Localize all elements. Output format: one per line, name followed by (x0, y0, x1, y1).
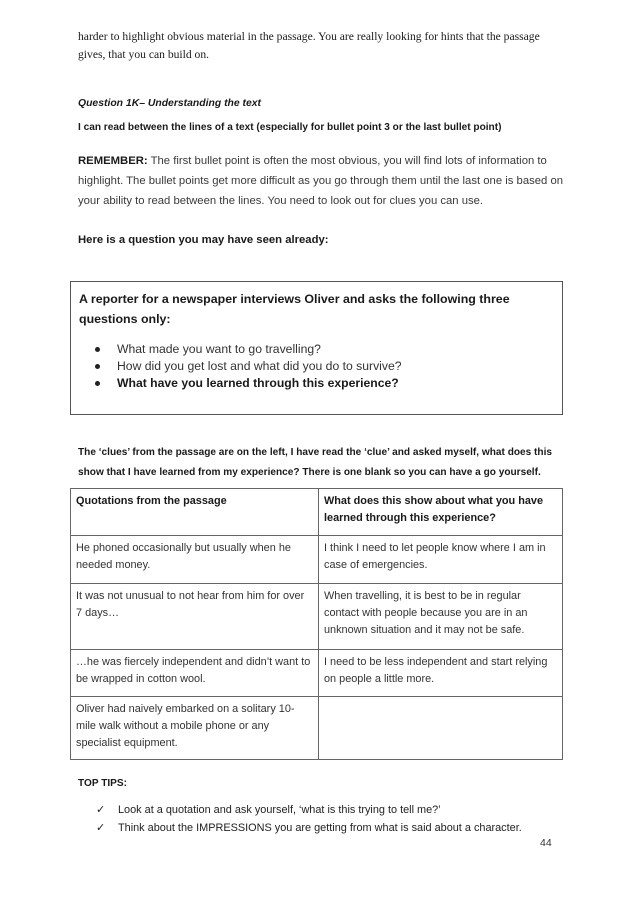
question-box-title: A reporter for a newspaper interviews Oliver and asks the following three questions only: (79, 292, 510, 326)
table-cell: I think I need to let people know where I am in case of emergencies. (319, 536, 563, 584)
table-cell-blank[interactable] (319, 697, 563, 760)
remember-label: REMEMBER: (78, 155, 148, 167)
quotations-table (70, 488, 563, 760)
table-cell: He phoned occasionally but usually when he needed money. (71, 536, 319, 584)
table-row (71, 697, 563, 760)
bullet-item: What made you want to go travelling? (79, 341, 552, 358)
table-cell: When travelling, it is best to be in regular contact with people because you are in an unknown situation and it may not be safe. (319, 584, 563, 650)
remember-paragraph (78, 151, 568, 211)
table-row (71, 536, 563, 584)
tip-item (96, 819, 556, 837)
tip-item (96, 801, 556, 819)
question-title: Question 1K– Understanding the text (78, 98, 262, 109)
tip-text: Think about the IMPRESSIONS you are getting from what is said about a character. (118, 822, 522, 834)
top-tips-heading: TOP TIPS: (78, 778, 127, 789)
table-cell: …he was fiercely independent and didn’t want to be wrapped in cotton wool. (71, 650, 319, 697)
page-number: 44 (540, 837, 552, 849)
question-subtitle: I can read between the lines of a text (especially for bullet point 3 or the last bullet point) (78, 122, 502, 133)
seen-heading: Here is a question you may have seen already: (78, 234, 329, 246)
remember-text: The first bullet point is often the most obvious, you will find lots of information to highlight. The bullet points get more difficult as you go through them until the last one is based on your ability to read between the lines. You need to look out for clues you can use. (78, 155, 564, 207)
clues-paragraph: The ‘clues’ from the passage are on the left, I have read the ‘clue’ and asked myself, what does this show that I have learned from my experience? There is one blank so you can have a go yourself. (78, 447, 553, 478)
check-icon: ✓ (96, 821, 106, 834)
table-row (71, 650, 563, 697)
table-row (71, 584, 563, 650)
table-cell: Oliver had naively embarked on a solitary 10-mile walk without a mobile phone or any specialist equipment. (71, 697, 319, 760)
table-header-cell: Quotations from the passage (71, 489, 319, 536)
intro-paragraph: harder to highlight obvious material in the passage. You are really looking for hints that the passage gives, that you can build on. (78, 30, 540, 61)
table-header-cell: What does this show about what you have learned through this experience? (319, 489, 563, 536)
bullet-item: How did you get lost and what did you do to survive? (79, 358, 552, 375)
table-cell: It was not unusual to not hear from him for over 7 days… (71, 584, 319, 650)
bullet-item-emphasised: What have you learned through this experience? (79, 375, 552, 392)
check-icon: ✓ (96, 803, 106, 816)
table-cell: I need to be less independent and start relying on people a little more. (319, 650, 563, 697)
top-tips-list (96, 801, 556, 837)
tip-text: Look at a quotation and ask yourself, ‘what is this trying to tell me?’ (118, 804, 441, 816)
question-bullet-list (79, 341, 552, 392)
table-header-row (71, 489, 563, 536)
question-box (70, 281, 563, 415)
